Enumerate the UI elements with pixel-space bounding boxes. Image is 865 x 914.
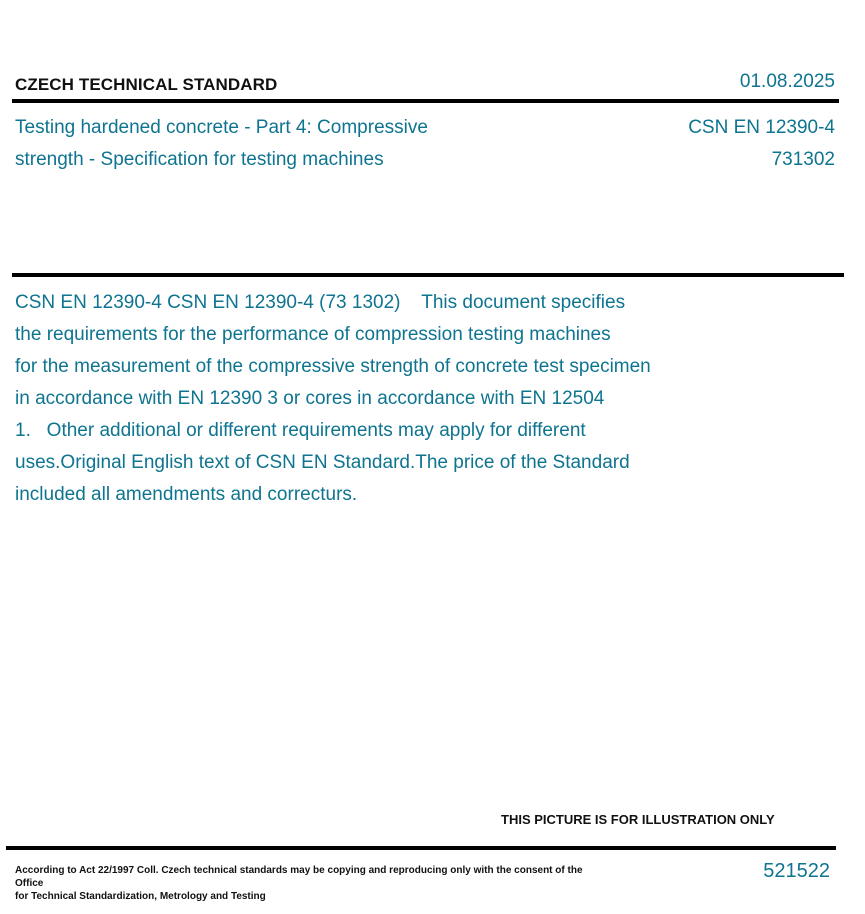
document-title-line-2: strength - Specification for testing machines <box>15 149 384 170</box>
title-divider <box>12 273 844 277</box>
classification-number: 731302 <box>771 149 835 170</box>
abstract-line: CSN EN 12390-4 CSN EN 12390-4 (73 1302) This document specifies <box>15 292 626 313</box>
legal-notice <box>15 864 595 903</box>
abstract-line: included all amendments and correcturs. <box>15 484 358 505</box>
legal-notice-line-2: for Technical Standardization, Metrology and Testing <box>15 891 266 902</box>
abstract-line: 1. Other additional or different requirements may apply for different <box>15 420 586 441</box>
abstract-line: uses.Original English text of CSN EN Standard.The price of the Standard <box>15 452 630 473</box>
abstract-line: in accordance with EN 12390 3 or cores in accordance with EN 12504 <box>15 388 605 409</box>
document-number: 521522 <box>763 860 830 882</box>
abstract-line: the requirements for the performance of compression testing machines <box>15 324 611 345</box>
footer-divider <box>6 846 836 850</box>
standard-type-label: CZECH TECHNICAL STANDARD <box>15 75 278 94</box>
abstract-line: for the measurement of the compressive strength of concrete test specimen <box>15 356 651 377</box>
document-title-line-1: Testing hardened concrete - Part 4: Compressive <box>15 117 428 138</box>
publication-date: 01.08.2025 <box>739 71 835 92</box>
abstract-text <box>15 287 745 511</box>
header-divider <box>12 99 839 103</box>
illustration-disclaimer: THIS PICTURE IS FOR ILLUSTRATION ONLY <box>501 812 775 827</box>
legal-notice-line-1: According to Act 22/1997 Coll. Czech technical standards may be copying and reproducing only with the consent of the Office <box>15 865 583 889</box>
standard-code: CSN EN 12390-4 <box>688 117 835 138</box>
